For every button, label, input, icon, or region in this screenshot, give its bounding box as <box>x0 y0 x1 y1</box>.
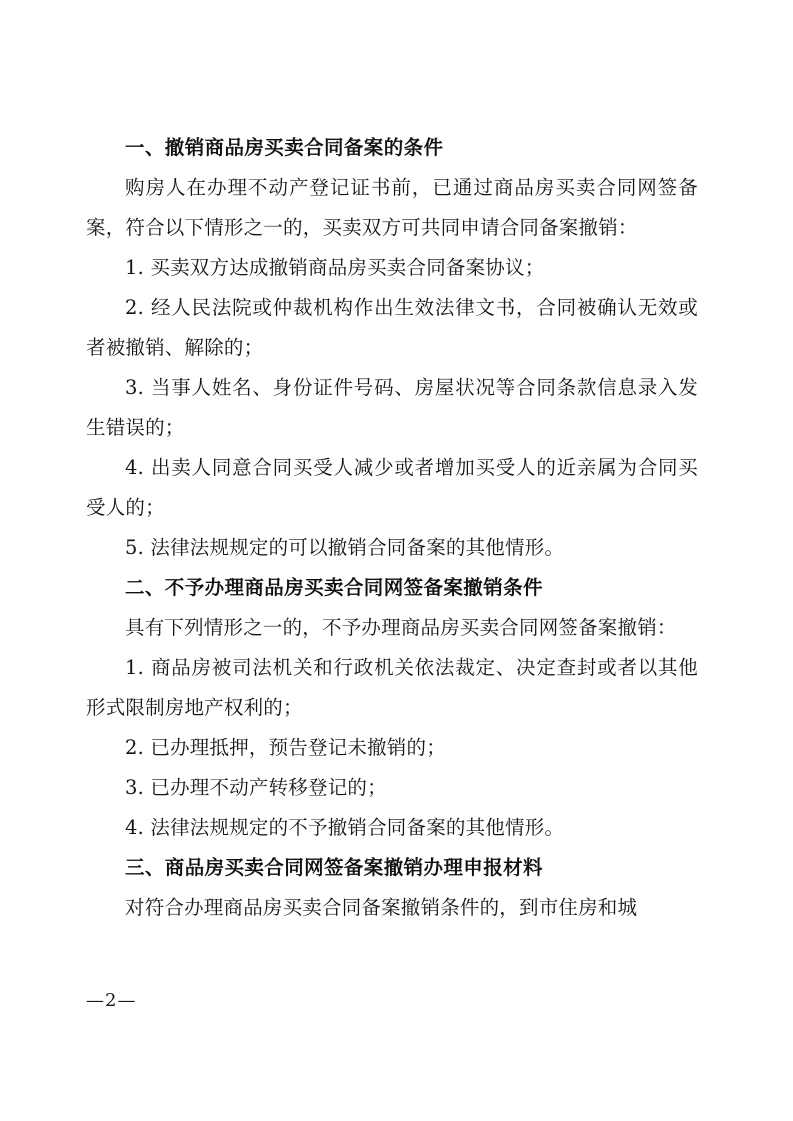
list-item-2-4: 4. 法律法规规定的不予撤销合同备案的其他情形。 <box>125 816 565 839</box>
list-item-2-1: 1. 商品房被司法机关和行政机关依法裁定、决定查封或者以其他形式限制房地产权利的； <box>86 656 698 719</box>
list-item-1-4: 4. 出卖人同意合同买受人减少或者增加买受人的近亲属为合同买受人的； <box>86 456 698 519</box>
paragraph-intro-2: 具有下列情形之一的，不予办理商品房买卖合同网签备案撤销： <box>125 616 677 639</box>
list-item-2-2: 2. 已办理抵押，预告登记未撤销的； <box>125 736 446 759</box>
list-item-2-3: 3. 已办理不动产转移登记的； <box>125 776 387 799</box>
list-item-1-5: 5. 法律法规规定的可以撤销合同备案的其他情形。 <box>125 536 565 559</box>
section-heading-3: 三、商品房买卖合同网签备案撤销办理申报材料 <box>125 856 543 879</box>
paragraph-intro-3: 对符合办理商品房买卖合同备案撤销条件的，到市住房和城 <box>125 896 638 919</box>
paragraph-intro-1: 购房人在办理不动产登记证书前，已通过商品房买卖合同网签备案，符合以下情形之一的，买卖双方可共同申请合同备案撤销： <box>86 176 698 239</box>
list-item-1-1: 1. 买卖双方达成撤销商品房买卖合同备案协议； <box>125 256 545 279</box>
list-item-1-2: 2. 经人民法院或仲裁机构作出生效法律文书，合同被确认无效或者被撤销、解除的； <box>86 296 698 359</box>
list-item-1-3: 3. 当事人姓名、身份证件号码、房屋状况等合同条款信息录入发生错误的； <box>86 376 698 439</box>
document-body <box>86 128 698 928</box>
page-number: —2— <box>86 990 137 1011</box>
section-heading-2: 二、不予办理商品房买卖合同网签备案撤销条件 <box>125 576 543 599</box>
section-heading-1: 一、撤销商品房买卖合同备案的条件 <box>125 136 444 159</box>
